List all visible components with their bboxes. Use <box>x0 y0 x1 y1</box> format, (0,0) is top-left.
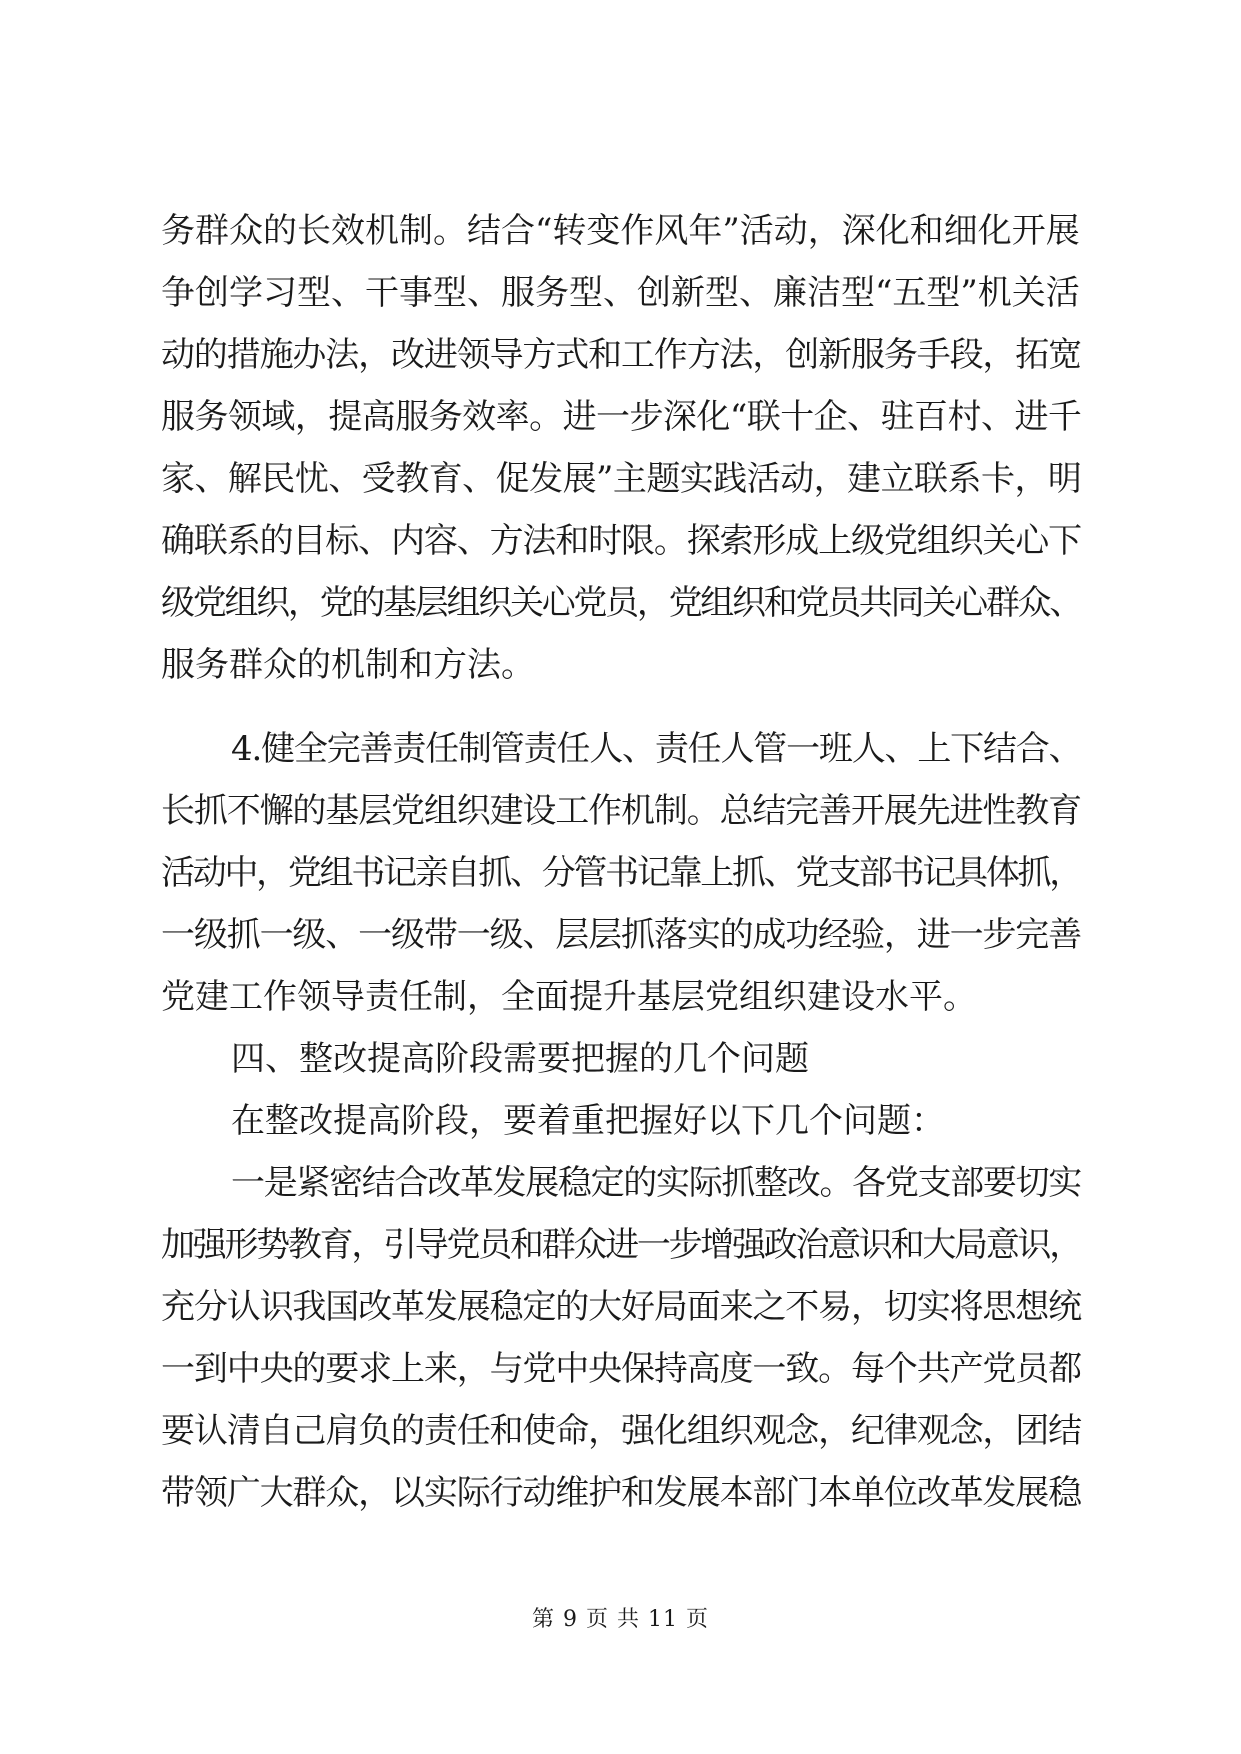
text-line-19: 一到中央的要求上来，与党中央保持高度一致。每个共产党员都 <box>161 1349 1081 1389</box>
text-line-11: 活动中，党组书记亲自抓、分管书记靠上抓、党支部书记具体抓， <box>161 853 1081 893</box>
text-line-5: 家、解民忧、受教育、促发展”主题实践活动，建立联系卡，明 <box>161 459 1082 499</box>
text-line-3: 动的措施办法，改进领导方式和工作方法，创新服务手段，拓宽 <box>161 335 1081 375</box>
text-line-10: 长抓不懈的基层党组织建设工作机制。总结完善开展先进性教育 <box>161 791 1081 831</box>
text-line-1: 务群众的长效机制。结合“转变作风年”活动，深化和细化开展 <box>161 211 1080 251</box>
text-line-6: 确联系的目标、内容、方法和时限。探索形成上级党组织关心下 <box>161 521 1081 561</box>
text-line-20: 要认清自己肩负的责任和使命，强化组织观念，纪律观念，团结 <box>161 1411 1081 1451</box>
section-heading: 四、整改提高阶段需要把握的几个问题 <box>231 1039 809 1079</box>
text-line-12: 一级抓一级、一级带一级、层层抓落实的成功经验，进一步完善 <box>161 915 1081 955</box>
text-line-7: 级党组织，党的基层组织关心党员，党组织和党员共同关心群众、 <box>161 583 1081 623</box>
text-line-4: 服务领域，提高服务效率。进一步深化“联十企、驻百村、进千 <box>161 397 1082 437</box>
text-line-16: 一是紧密结合改革发展稳定的实际抓整改。各党支部要切实 <box>231 1163 1081 1203</box>
text-line-15: 在整改提高阶段，要着重把握好以下几个问题： <box>231 1101 945 1141</box>
text-line-13: 党建工作领导责任制，全面提升基层党组织建设水平。 <box>161 977 977 1017</box>
text-line-8: 服务群众的机制和方法。 <box>161 645 535 685</box>
text-line-9: 4.健全完善责任制管责任人、责任人管一班人、上下结合、 <box>231 729 1082 769</box>
text-line-21: 带领广大群众，以实际行动维护和发展本部门本单位改革发展稳 <box>161 1473 1081 1513</box>
page-number-footer: 第 9 页 共 11 页 <box>532 1607 709 1632</box>
text-line-17: 加强形势教育，引导党员和群众进一步增强政治意识和大局意识， <box>161 1225 1081 1265</box>
text-line-2: 争创学习型、干事型、服务型、创新型、廉洁型“五型”机关活 <box>161 273 1080 313</box>
text-line-18: 充分认识我国改革发展稳定的大好局面来之不易，切实将思想统 <box>161 1287 1081 1327</box>
